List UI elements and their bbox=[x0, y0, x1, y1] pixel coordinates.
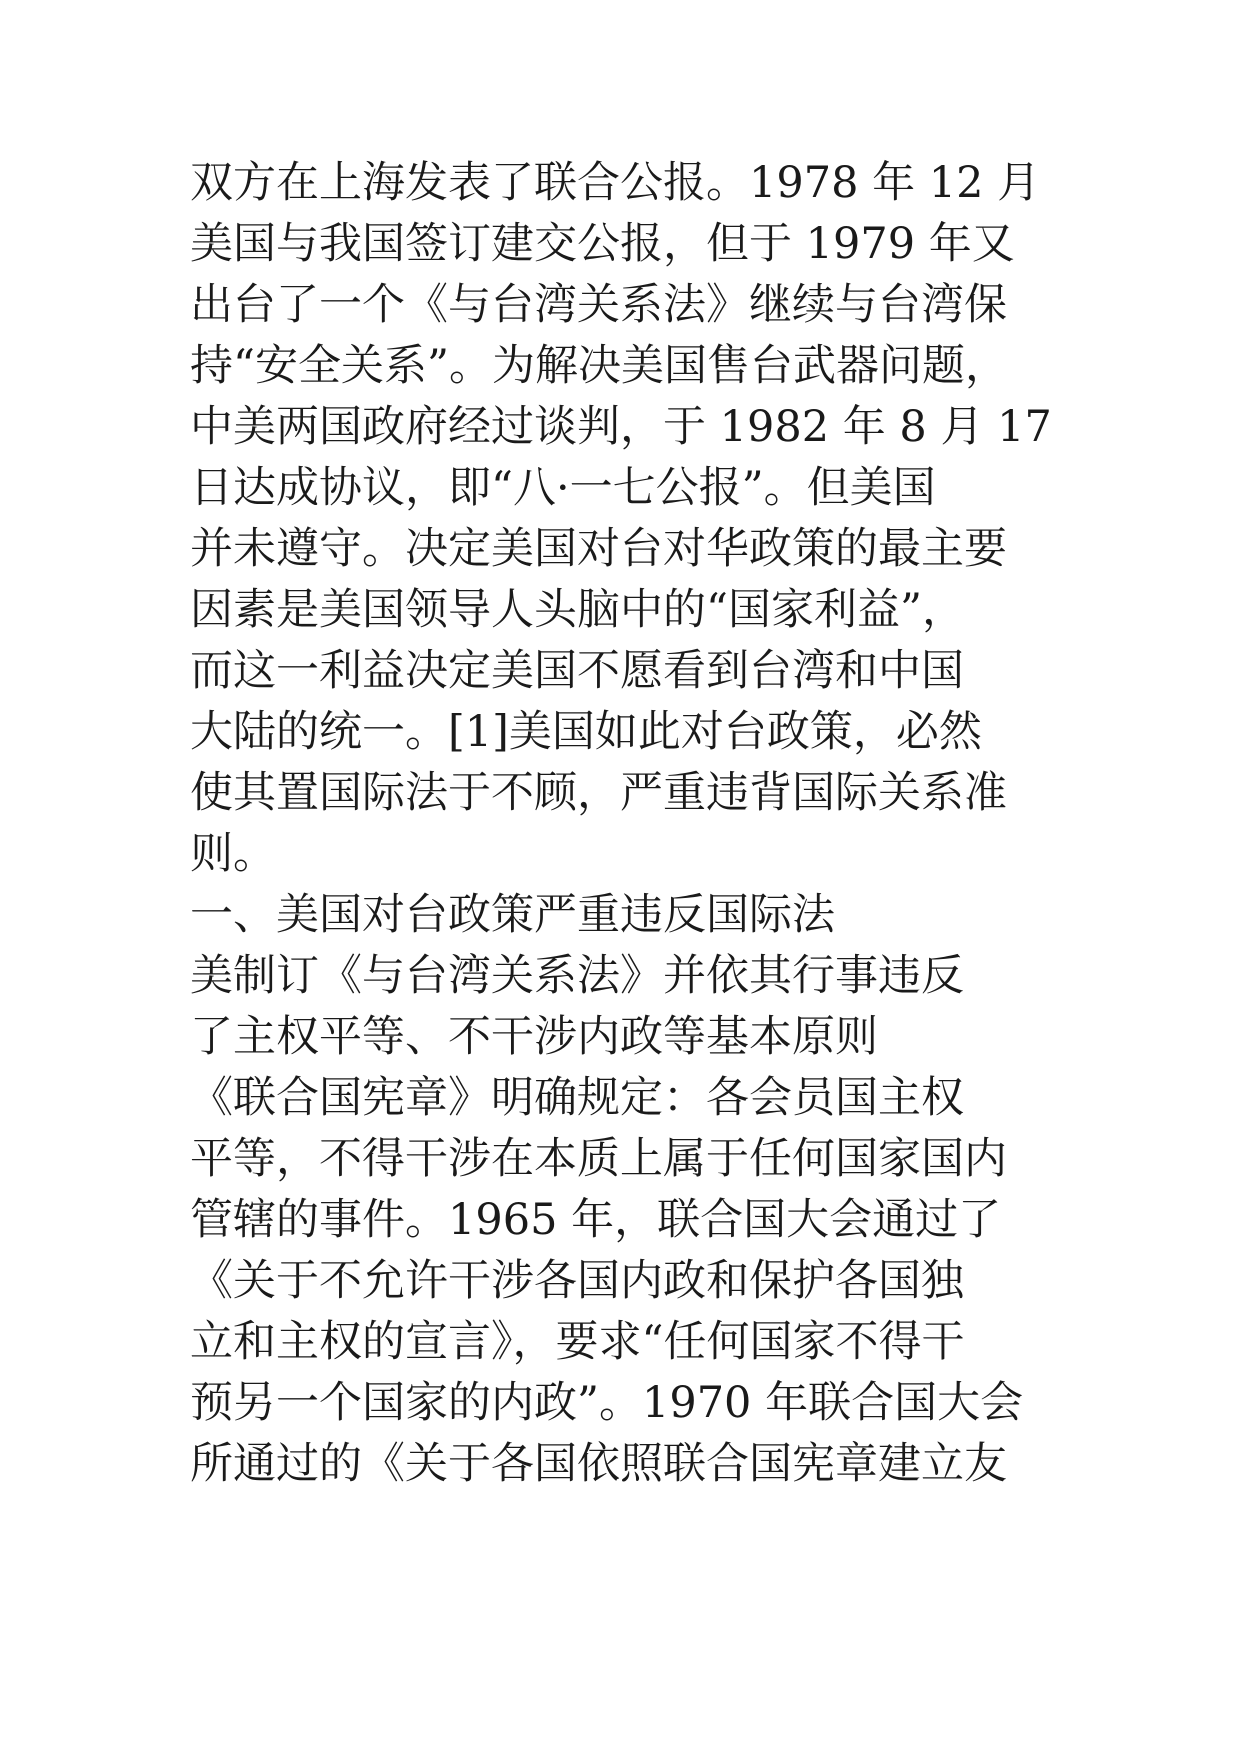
text-line-4: 持“安全关系”。为解决美国售台武器问题， bbox=[190, 341, 1008, 391]
text-line-9: 而这一利益决定美国不愿看到台湾和中国 bbox=[190, 646, 964, 696]
section-heading: 一、美国对台政策严重违反国际法 bbox=[190, 890, 835, 940]
text-line-7: 并未遵守。决定美国对台对华政策的最主要 bbox=[190, 524, 1007, 574]
text-line-21: 预另一个国家的内政”。1970 年联合国大会 bbox=[190, 1378, 1024, 1428]
text-line-16: 《联合国宪章》明确规定：各会员国主权 bbox=[190, 1073, 964, 1123]
document-body bbox=[190, 153, 1090, 1495]
text-line-20: 立和主权的宣言》，要求“任何国家不得干 bbox=[190, 1317, 965, 1367]
text-line-1: 双方在上海发表了联合公报。1978 年 12 月 bbox=[190, 158, 1041, 208]
text-line-11: 使其置国际法于不顾，严重违背国际关系准 bbox=[190, 768, 1007, 818]
text-line-17: 平等，不得干涉在本质上属于任何国家国内 bbox=[190, 1134, 1007, 1184]
text-line-3: 出台了一个《与台湾关系法》继续与台湾保 bbox=[190, 280, 1007, 330]
text-line-8: 因素是美国领导人头脑中的“国家利益”， bbox=[190, 585, 965, 635]
text-line-10: 大陆的统一。[1]美国如此对台政策，必然 bbox=[190, 707, 982, 757]
text-line-15: 了主权平等、不干涉内政等基本原则 bbox=[190, 1012, 878, 1062]
text-line-12: 则。 bbox=[190, 829, 276, 879]
text-line-18: 管辖的事件。1965 年，联合国大会通过了 bbox=[190, 1195, 1002, 1245]
text-line-5: 中美两国政府经过谈判，于 1982 年 8 月 17 bbox=[190, 402, 1052, 452]
text-line-6: 日达成协议，即“八·一七公报”。但美国 bbox=[190, 463, 936, 513]
text-line-2: 美国与我国签订建交公报，但于 1979 年又 bbox=[190, 219, 1015, 269]
text-line-22: 所通过的《关于各国依照联合国宪章建立友 bbox=[190, 1439, 1007, 1489]
text-line-19: 《关于不允许干涉各国内政和保护各国独 bbox=[190, 1256, 964, 1306]
text-line-14: 美制订《与台湾关系法》并依其行事违反 bbox=[190, 951, 964, 1001]
